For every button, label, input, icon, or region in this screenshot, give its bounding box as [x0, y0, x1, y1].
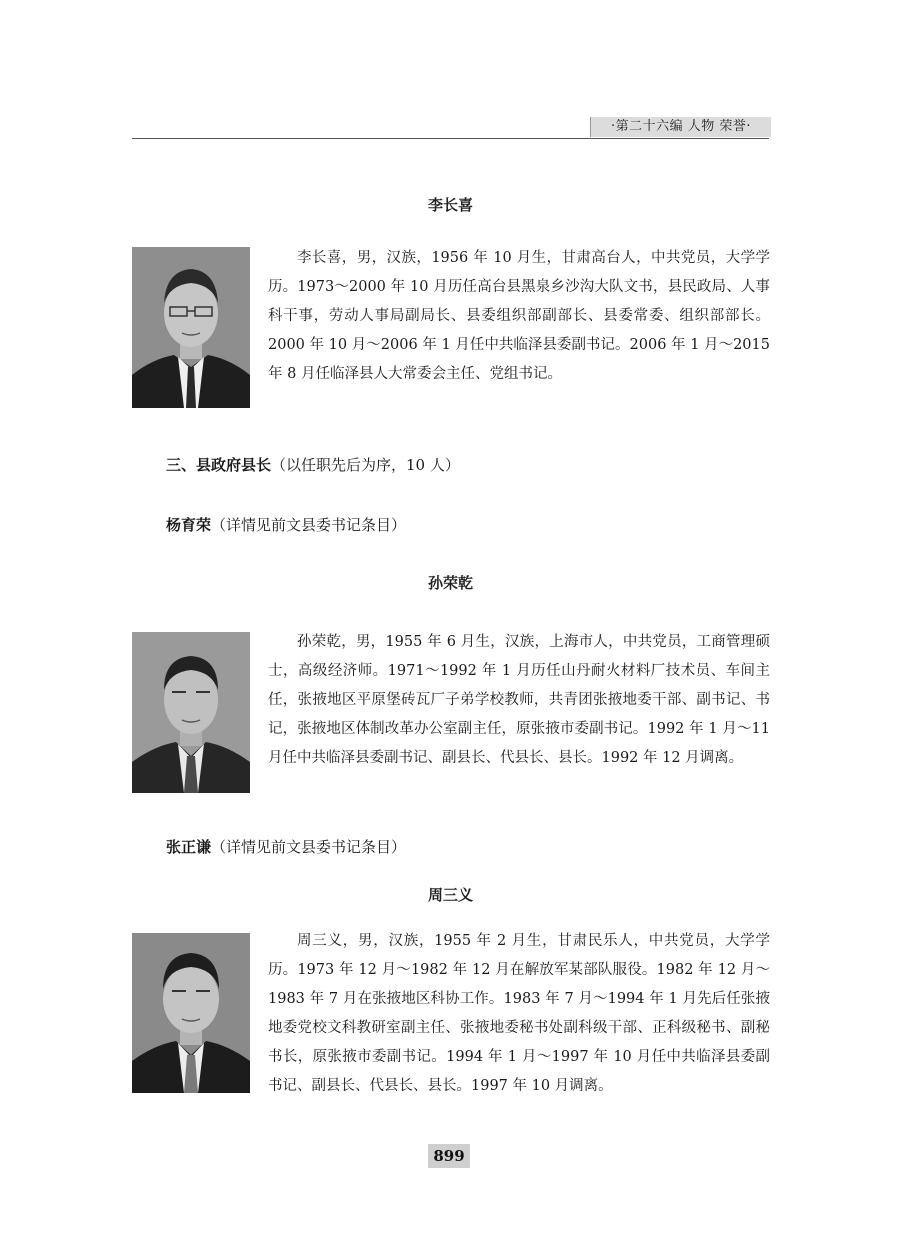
bio-text: 周三义，男，汉族，1955 年 2 月生，甘肃民乐人，中共党员，大学学历。1973 年 12 月～1982 年 12 月在解放军某部队服役。1982 年 12 月～1983 年 7 月在张掖地区科协工作。1983 年 7 月～1994 年 1 月先后任张掖地委党校文科教研室副主任、张掖地委秘书处副科级干部、正科级秘书、副秘书长，原张掖市委副书记。1994 年 1 月～1997 年 10 月任中共临泽县委副书记、副县长、代县长、县长。1997 年 10 月调离。: [268, 933, 770, 1094]
cross-ref-note: （详情见前文县委书记条目）: [211, 516, 407, 534]
entry-name-sun-rongqian: 孙荣乾: [427, 574, 473, 592]
page-number: 899: [428, 1144, 470, 1168]
section-heading-note: （以任职先后为序，10 人）: [271, 456, 460, 474]
cross-ref-note: （详情见前文县委书记条目）: [211, 838, 407, 856]
cross-ref-zhang-zhengqian: [166, 836, 406, 857]
cross-ref-yang-yurong: [166, 514, 406, 535]
entry-bio-zhou-sanyi: [268, 927, 770, 1101]
section-heading: [166, 454, 460, 475]
entry-bio-li-changxi: [268, 244, 770, 389]
entry-name-li-changxi: 李长喜: [427, 196, 473, 214]
header-rule: [132, 138, 769, 139]
portrait-photo-sun-rongqian: [132, 632, 250, 793]
portrait-photo-li-changxi: [132, 247, 250, 408]
bio-text: 孙荣乾，男，1955 年 6 月生，汉族，上海市人，中共党员，工商管理硕士，高级经济师。1971～1992 年 1 月历任山丹耐火材料厂技术员、车间主任，张掖地区平原堡砖瓦厂子弟学校教师，共青团张掖地委干部、副书记、书记，张掖地区体制改革办公室副主任，原张掖市委副书记。1992 年 1 月～11 月任中共临泽县委副书记、副县长、代县长、县长。1992 年 12 月调离。: [268, 634, 770, 766]
running-header: ·第二十六编 人物 荣誉·: [590, 117, 771, 137]
bio-text: 李长喜，男，汉族，1956 年 10 月生，甘肃高台人，中共党员，大学学历。1973～2000 年 10 月历任高台县黑泉乡沙沟大队文书，县民政局、人事科干事，劳动人事局副局长、县委组织部副部长、县委常委、组织部部长。2000 年 10 月～2006 年 1 月任中共临泽县委副书记。2006 年 1 月～2015 年 8 月任临泽县人大常委会主任、党组书记。: [268, 250, 770, 382]
entry-bio-sun-rongqian: [268, 628, 770, 773]
portrait-photo-zhou-sanyi: [132, 933, 250, 1093]
section-heading-title: 三、县政府县长: [166, 456, 272, 474]
cross-ref-name: 张正谦: [166, 838, 212, 856]
cross-ref-name: 杨育荣: [166, 516, 212, 534]
entry-name-zhou-sanyi: 周三义: [427, 886, 473, 904]
